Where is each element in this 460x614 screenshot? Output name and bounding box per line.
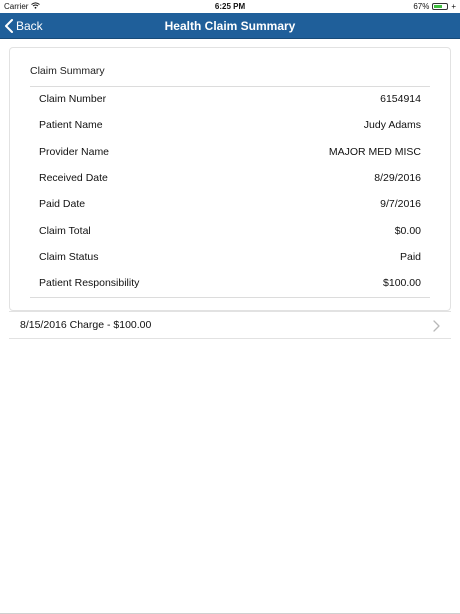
claim-number-row xyxy=(30,86,430,112)
navigation-bar xyxy=(0,13,460,39)
battery-percent: 67% xyxy=(413,2,430,11)
battery-icon xyxy=(432,3,448,10)
status-bar xyxy=(0,0,460,13)
charge-list-item[interactable] xyxy=(9,311,451,339)
claim-total-row xyxy=(30,217,430,243)
row-value: MAJOR MED MISC xyxy=(328,145,421,158)
received-date-row xyxy=(30,165,430,191)
row-value: 6154914 xyxy=(380,93,421,106)
row-value: 8/29/2016 xyxy=(374,172,421,185)
battery-fill xyxy=(434,5,442,8)
row-value: Paid xyxy=(399,250,421,263)
carrier-label: Carrier xyxy=(4,2,29,11)
row-value: 9/7/2016 xyxy=(380,198,421,211)
row-label: Patient Name xyxy=(39,119,103,132)
row-label: Provider Name xyxy=(39,145,110,158)
provider-name-row xyxy=(30,139,430,165)
paid-date-row xyxy=(30,191,430,217)
charging-icon: + xyxy=(451,2,456,11)
back-button-label: Back xyxy=(16,19,43,33)
charge-label: 8/15/2016 Charge - $100.00 xyxy=(20,319,152,331)
row-label: Claim Total xyxy=(39,224,91,237)
divider xyxy=(30,297,430,298)
chevron-right-icon xyxy=(433,320,440,332)
page-title: Health Claim Summary xyxy=(164,19,296,33)
row-label: Paid Date xyxy=(39,198,86,211)
row-value: $0.00 xyxy=(394,224,421,237)
patient-name-row xyxy=(30,112,430,138)
status-time: 6:25 PM xyxy=(214,2,246,11)
row-value: Judy Adams xyxy=(363,119,421,132)
claim-status-row xyxy=(30,244,430,270)
row-value: $100.00 xyxy=(383,277,421,290)
patient-responsibility-row xyxy=(30,270,430,296)
claim-summary-list xyxy=(30,86,430,296)
row-label: Received Date xyxy=(39,172,108,185)
claim-summary-header: Claim Summary xyxy=(30,65,105,77)
claim-summary-card xyxy=(9,47,451,311)
row-label: Claim Status xyxy=(39,250,99,263)
status-right xyxy=(413,2,456,11)
row-label: Claim Number xyxy=(39,93,107,106)
row-label: Patient Responsibility xyxy=(39,277,140,290)
